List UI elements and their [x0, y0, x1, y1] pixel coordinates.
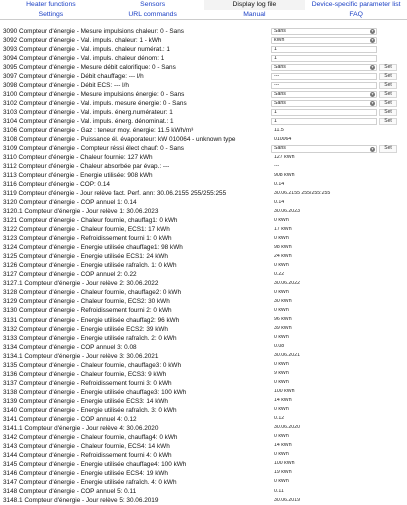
parameter-value [271, 316, 377, 324]
parameter-row [0, 72, 407, 81]
parameter-value-text: 30.06.2019 [274, 496, 300, 503]
parameter-input[interactable] [271, 82, 377, 90]
parameter-value [271, 136, 377, 144]
parameter-value-text: 9 kWh [274, 370, 289, 377]
parameter-value-text: 30.06.2023 [274, 208, 300, 215]
parameter-row [0, 270, 407, 279]
parameter-label: 3129 Compteur d'énergie - Chaleur fournie, ECS2: 30 kWh [3, 298, 170, 306]
parameter-value [271, 488, 377, 496]
parameter-control [271, 478, 407, 486]
nav-manual[interactable]: Manual [243, 10, 266, 18]
parameter-row [0, 45, 407, 54]
parameter-row [0, 153, 407, 162]
parameter-control [271, 37, 407, 45]
parameter-control [271, 325, 407, 333]
parameter-label: 3106 Compteur d'énergie - Gaz : teneur moy. énergie: 11.5 kWh/m³ [3, 127, 194, 135]
parameter-row [0, 297, 407, 306]
parameter-control [271, 73, 407, 81]
parameter-value [271, 397, 377, 405]
parameter-control [271, 307, 407, 315]
parameter-row [0, 306, 407, 315]
parameter-value-text: 0 kWh [274, 307, 289, 314]
parameter-value [271, 199, 377, 207]
parameter-control [271, 100, 407, 108]
parameter-value-text: 14 kWh [274, 397, 292, 404]
parameter-value-text: --- [274, 162, 280, 169]
parameter-value [271, 424, 377, 432]
parameter-control [271, 298, 407, 306]
parameter-value-text: 0 kWh [274, 478, 289, 485]
parameter-control [271, 451, 407, 459]
parameter-label: 3130 Compteur d'énergie - Refroidissement fourni 2: 0 kWh [3, 307, 172, 315]
parameter-value [271, 352, 377, 360]
parameter-value [271, 172, 377, 180]
parameter-label: 3142 Compteur d'énergie - Chaleur fournie, chauffag4: 0 kWh [3, 433, 178, 441]
parameter-value-text: 0.14 [274, 199, 285, 205]
parameter-value [271, 235, 377, 243]
parameter-control [271, 334, 407, 342]
parameter-control [271, 469, 407, 477]
parameter-control [271, 397, 407, 405]
parameter-value-text: Sans [274, 99, 286, 106]
parameter-label: 3113 Compteur d'énergie - Energie utilisée: 908 kWh [3, 172, 153, 180]
parameter-label: 3141.1 Compteur d'énergie - Jour relève 4: 30.06.2020 [3, 424, 159, 432]
parameter-value-text: 100 kWh [274, 388, 295, 395]
parameter-label: 3138 Compteur d'énergie - Energie utilisée chauffage3: 100 kWh [3, 388, 187, 396]
parameter-input[interactable] [271, 109, 377, 117]
parameter-control [271, 388, 407, 396]
parameter-value-text: 0 kWh [274, 262, 289, 269]
parameter-value-text: 30.06.2021 [274, 352, 300, 359]
parameter-value [271, 244, 377, 252]
parameter-label: 3112 Compteur d'énergie - Chaleur absorbée par évap.: --- [3, 163, 170, 171]
parameter-control [271, 343, 407, 351]
parameter-label: 3090 Compteur d'énergie - Mesure impulsions chaleur: 0 - Sans [3, 28, 184, 35]
parameter-value-text: 1 [274, 117, 277, 124]
parameter-control [271, 262, 407, 270]
parameter-label: 3102 Compteur d'énergie - Val. impuls. mesure énergie: 0 - Sans [3, 100, 187, 108]
parameter-control [271, 199, 407, 207]
parameter-row [0, 451, 407, 460]
parameter-row [0, 460, 407, 469]
parameter-row [0, 99, 407, 108]
parameter-label: 3144 Compteur d'énergie - Refroidissement fourni 4: 0 kWh [3, 451, 172, 459]
parameter-value [271, 262, 377, 270]
parameter-value-text: 14 kWh [274, 442, 292, 449]
parameter-value-text: 0 kWh [274, 451, 289, 458]
parameter-row [0, 361, 407, 370]
parameter-label: 3119 Compteur d'énergie - Jour relève fact. Perf. ann: 30.06.2155 255/255:255 [3, 190, 227, 198]
parameter-row [0, 379, 407, 388]
parameter-value [271, 217, 377, 225]
parameter-value [271, 190, 377, 198]
parameter-row [0, 225, 407, 234]
parameter-control [271, 91, 407, 99]
parameter-row [0, 469, 407, 478]
parameter-row [0, 234, 407, 243]
chevron-down-icon: ▾ [371, 101, 374, 106]
parameter-value [271, 289, 377, 297]
parameter-value-text: 0.22 [274, 271, 285, 278]
parameter-value [271, 271, 377, 279]
set-button[interactable]: Set [379, 64, 397, 72]
parameter-value [271, 469, 377, 477]
parameter-value-text: 1 [274, 54, 277, 61]
parameter-control [271, 488, 407, 496]
parameter-value-text: Sans [274, 90, 286, 97]
parameter-control [271, 46, 407, 54]
parameter-control [271, 406, 407, 414]
set-button[interactable]: Set [379, 91, 397, 99]
parameter-value [271, 379, 377, 387]
parameter-label: 3145 Compteur d'énergie - Energie utilisée chauffage4: 100 kWh [3, 460, 187, 468]
set-button[interactable]: Set [379, 118, 397, 126]
parameter-control [271, 497, 407, 505]
parameter-row [0, 370, 407, 379]
parameter-value [271, 497, 377, 505]
parameter-row [0, 108, 407, 117]
parameter-value [271, 226, 377, 234]
parameter-label: 3110 Compteur d'énergie - Chaleur fournie: 127 kWh [3, 154, 153, 162]
parameter-row [0, 162, 407, 171]
parameter-value-text: 0 kWh [274, 379, 289, 386]
parameter-value [271, 280, 377, 288]
parameter-value [271, 298, 377, 306]
parameter-value-text: 1 [274, 108, 277, 115]
parameter-label: 3147 Compteur d'énergie - Energie utilisée rafraîch. 4: 0 kWh [3, 478, 177, 486]
parameter-label: 3140 Compteur d'énergie - Energie utilisée rafraîch. 3: 0 kWh [3, 406, 177, 414]
parameter-control [271, 235, 407, 243]
parameter-value [271, 325, 377, 333]
parameter-value-text: 24 kWh [274, 253, 292, 260]
parameter-label: 3131 Compteur d'énergie - Energie utilisée chauffag2: 96 kWh [3, 316, 180, 324]
nav-url-commands[interactable]: URL commands [128, 10, 177, 18]
parameter-label: 3100 Compteur d'énergie - Mesure impulsions énergie: 0 - Sans [3, 91, 185, 99]
parameter-label: 3133 Compteur d'énergie - Energie utilisée rafraîch. 2: 0 kWh [3, 334, 177, 342]
parameter-control [271, 442, 407, 450]
parameter-control [271, 145, 407, 153]
parameter-label: 3148 Compteur d'énergie - COP annuel 5: 0.11 [3, 487, 137, 495]
parameter-label: 3109 Compteur d'énergie - Compteur réssi élect chauf: 0 - Sans [3, 145, 184, 153]
parameter-value-text: 100 kWh [274, 460, 295, 467]
nav-display-log-file[interactable]: Display log file [204, 0, 306, 10]
parameter-value [271, 181, 377, 189]
parameter-row [0, 243, 407, 252]
parameter-label: 3141 Compteur d'énergie - COP annuel 4: 0.12 [3, 415, 137, 423]
parameter-row [0, 334, 407, 343]
parameter-label: 3120 Compteur d'énergie - COP annuel 1: 0.14 [3, 199, 137, 207]
parameter-label: 3126 Compteur d'énergie - Energie utilisée rafraîch. 1: 0 kWh [3, 262, 177, 270]
parameter-value [271, 415, 377, 423]
parameter-control [271, 361, 407, 369]
parameter-row [0, 442, 407, 451]
parameter-value [271, 334, 377, 342]
parameter-row [0, 316, 407, 325]
parameter-row [0, 144, 407, 153]
parameter-value [271, 370, 377, 378]
parameter-value-text: Sans [274, 27, 286, 34]
parameter-row [0, 487, 407, 496]
parameter-value-text: 98 kWh [274, 244, 292, 251]
parameter-control [271, 226, 407, 234]
parameter-control [271, 163, 407, 171]
parameter-label: 3148.1 Compteur d'énergie - Jour relève 5: 30.06.2019 [3, 496, 159, 504]
parameter-row [0, 325, 407, 334]
parameter-label: 3136 Compteur d'énergie - Chaleur fournie, ECS3: 9 kWh [3, 370, 167, 378]
set-button[interactable]: Set [379, 109, 397, 117]
parameter-control [271, 118, 407, 126]
parameter-select[interactable] [271, 64, 377, 72]
parameter-label: 3123 Compteur d'énergie - Refroidissement fourni 1: 0 kWh [3, 235, 172, 243]
parameter-row [0, 288, 407, 297]
parameter-row [0, 117, 407, 126]
chevron-down-icon: ▾ [371, 38, 374, 43]
parameter-value-text: 11.5 [274, 126, 284, 133]
parameter-value-text: 30.06.2020 [274, 424, 300, 431]
parameter-control [271, 370, 407, 378]
nav-sensors[interactable]: Sensors [140, 1, 166, 8]
parameter-label: 3097 Compteur d'énergie - Débit chauffage: --- l/h [3, 73, 144, 81]
parameter-value-text: 19 kWh [274, 469, 292, 476]
parameter-control [271, 136, 407, 144]
parameter-control [271, 424, 407, 432]
parameter-value [271, 433, 377, 441]
parameter-row [0, 198, 407, 207]
parameter-label: 3143 Compteur d'énergie - Chaleur fournie, ECS4: 14 kWh [3, 442, 170, 450]
parameter-value-text: kWh [274, 36, 285, 43]
parameter-row [0, 171, 407, 180]
parameter-row [0, 81, 407, 90]
parameter-value [271, 163, 377, 171]
parameter-value-text: 0 kWh [274, 406, 289, 413]
set-button[interactable]: Set [379, 73, 397, 81]
parameter-label: 3146 Compteur d'énergie - Energie utilisée ECS4: 19 kWh [3, 469, 168, 477]
chevron-down-icon: ▾ [371, 65, 374, 70]
set-button[interactable]: Set [379, 145, 397, 153]
parameter-select[interactable] [271, 145, 377, 153]
parameter-value [271, 343, 377, 351]
parameter-control [271, 55, 407, 63]
parameter-select[interactable] [271, 91, 377, 99]
parameter-value [271, 361, 377, 369]
parameter-input[interactable] [271, 73, 377, 81]
parameter-row [0, 180, 407, 189]
parameter-row [0, 343, 407, 352]
parameter-row [0, 207, 407, 216]
parameter-label: 3128 Compteur d'énergie - Chaleur fournie, chauffage2: 0 kWh [3, 289, 182, 297]
parameter-value [271, 208, 377, 216]
parameter-value-text: --- [274, 81, 280, 88]
parameter-control [271, 289, 407, 297]
parameter-row [0, 126, 407, 135]
parameter-row [0, 415, 407, 424]
parameter-value-text: 30 kWh [274, 298, 292, 305]
parameter-row [0, 406, 407, 415]
parameter-value [271, 451, 377, 459]
parameter-label: 3120.1 Compteur d'énergie - Jour relève 1: 30.06.2023 [3, 208, 159, 216]
parameter-row [0, 36, 407, 45]
parameter-label: 3137 Compteur d'énergie - Refroidissement fourni 3: 0 kWh [3, 379, 172, 387]
parameter-value [271, 460, 377, 468]
parameter-control [271, 217, 407, 225]
parameter-value [271, 154, 377, 162]
parameter-select[interactable] [271, 37, 377, 45]
parameter-value-text: 17 kWh [274, 226, 292, 233]
parameter-label: 3135 Compteur d'énergie - Chaleur fournie, chauffage3: 0 kWh [3, 361, 182, 369]
parameter-value-text: 0 kWh [274, 334, 289, 341]
parameter-value-text: 1 [274, 45, 277, 52]
parameter-row [0, 90, 407, 99]
parameter-control [271, 154, 407, 162]
parameter-control [271, 316, 407, 324]
parameter-row [0, 27, 407, 36]
parameter-select[interactable] [271, 28, 377, 36]
parameter-control [271, 244, 407, 252]
parameter-value-text: 0.11 [274, 487, 284, 494]
parameter-control [271, 271, 407, 279]
parameter-label: 3122 Compteur d'énergie - Chaleur fournie, ECS1: 17 kWh [3, 226, 170, 234]
parameter-control [271, 190, 407, 198]
set-button[interactable]: Set [379, 82, 397, 90]
parameter-row [0, 496, 407, 505]
parameter-label: 3139 Compteur d'énergie - Energie utilisée ECS3: 14 kWh [3, 397, 168, 405]
parameter-label: 3093 Compteur d'énergie - Val. impuls. chaleur numérat.: 1 [3, 46, 170, 54]
parameter-control [271, 28, 407, 36]
parameter-list [0, 20, 407, 505]
parameter-label: 3127 Compteur d'énergie - COP annuel 2: 0.22 [3, 271, 137, 279]
parameter-label: 3103 Compteur d'énergie - Val. impuls. énerg.numérateur: 1 [3, 109, 173, 117]
parameter-value-text: 0 kWh [274, 433, 289, 440]
parameter-row [0, 252, 407, 261]
parameter-label: 3125 Compteur d'énergie - Energie utilisée ECS1: 24 kWh [3, 253, 168, 261]
parameter-input[interactable] [271, 55, 377, 63]
parameter-control [271, 460, 407, 468]
parameter-value-text: --- [274, 72, 280, 79]
parameter-value-text: Sans [274, 144, 286, 151]
parameter-control [271, 109, 407, 117]
parameter-value [271, 388, 377, 396]
parameter-row [0, 189, 407, 198]
parameter-select[interactable] [271, 100, 377, 108]
chevron-down-icon: ▾ [371, 92, 374, 97]
parameter-row [0, 388, 407, 397]
parameter-control [271, 82, 407, 90]
parameter-value-text: 0.14 [274, 180, 285, 187]
parameter-row [0, 135, 407, 144]
parameter-control [271, 433, 407, 441]
parameter-row [0, 433, 407, 442]
parameter-control [271, 352, 407, 360]
parameter-control [271, 64, 407, 72]
parameter-control [271, 208, 407, 216]
parameter-label: 3094 Compteur d'énergie - Val. impuls. chaleur dénom: 1 [3, 55, 165, 63]
parameter-label: 3124 Compteur d'énergie - Energie utilisée chauffage1: 98 kWh [3, 244, 183, 252]
chevron-down-icon: ▾ [371, 146, 374, 151]
parameter-value [271, 442, 377, 450]
parameter-row [0, 424, 407, 433]
parameter-value [271, 127, 377, 135]
parameter-label: 3121 Compteur d'énergie - Chaleur fournie, chauffag1: 0 kWh [3, 217, 178, 225]
parameter-value [271, 478, 377, 486]
parameter-value [271, 406, 377, 414]
parameter-value-text: Sans [274, 63, 286, 70]
parameter-value-text: 0 kWh [274, 289, 289, 296]
parameter-control [271, 415, 407, 423]
parameter-label: 3116 Compteur d'énergie - COP: 0.14 [3, 181, 110, 189]
parameter-value-text: 39 kWh [274, 325, 292, 332]
parameter-value-text: 30.06.2155 255/255:255 [274, 189, 331, 196]
parameter-label: 3108 Compteur d'énergie - Puissance él. évaporateur: kW 010064 - unknown type [3, 136, 236, 144]
nav-row-2 [0, 10, 407, 20]
parameter-row [0, 261, 407, 270]
nav-row-1 [0, 0, 407, 10]
parameter-value-text: 0 kWh [274, 361, 289, 368]
parameter-value [271, 307, 377, 315]
parameter-value-text: 127 kWh [274, 153, 295, 160]
parameter-value-text: 0.08 [274, 343, 285, 350]
parameter-control [271, 172, 407, 180]
parameter-label: 3132 Compteur d'énergie - Energie utilisée ECS2: 39 kWh [3, 325, 168, 333]
parameter-control [271, 379, 407, 387]
parameter-value-text: 0 kWh [274, 217, 289, 224]
parameter-label: 3092 Compteur d'énergie - Val. impuls. chaleur: 1 - kWh [3, 37, 162, 45]
parameter-value-text: 0.12 [274, 415, 285, 422]
parameter-row [0, 63, 407, 72]
nav-device-parameter-list[interactable]: Device-specific parameter list [311, 1, 401, 8]
parameter-label: 3127.1 Compteur d'énergie - Jour relève 2: 30.06.2022 [3, 280, 159, 288]
top-navigation [0, 0, 407, 20]
set-button[interactable]: Set [379, 100, 397, 108]
parameter-control [271, 127, 407, 135]
nav-faq[interactable]: FAQ [349, 10, 363, 18]
parameter-row [0, 397, 407, 406]
chevron-down-icon: ▾ [371, 29, 374, 34]
parameter-label: 3098 Compteur d'énergie - Débit ECS: --- l/h [3, 82, 129, 90]
parameter-value-text: 010064 [274, 135, 292, 142]
parameter-control [271, 253, 407, 261]
parameter-label: 3104 Compteur d'énergie - Val. impuls. énerg. dénominat.: 1 [3, 118, 174, 126]
parameter-row [0, 54, 407, 63]
parameter-value-text: 30.06.2022 [274, 280, 300, 287]
parameter-value [271, 253, 377, 261]
parameter-control [271, 181, 407, 189]
parameter-input[interactable] [271, 118, 377, 126]
parameter-value-text: 0 kWh [274, 235, 289, 242]
parameter-control [271, 280, 407, 288]
parameter-row [0, 478, 407, 487]
parameter-value-text: 908 kWh [274, 171, 295, 178]
parameter-value-text: 96 kWh [274, 316, 292, 323]
nav-settings[interactable]: Settings [38, 10, 64, 18]
parameter-label: 3095 Compteur d'énergie - Mesure débit calorifique: 0 - Sans [3, 64, 176, 72]
parameter-label: 3134 Compteur d'énergie - COP annuel 3: 0.08 [3, 343, 137, 351]
nav-heater-functions[interactable]: Heater functions [26, 1, 76, 8]
parameter-input[interactable] [271, 46, 377, 54]
parameter-row [0, 216, 407, 225]
parameter-row [0, 352, 407, 361]
parameter-label: 3134.1 Compteur d'énergie - Jour relève 3: 30.06.2021 [3, 352, 159, 360]
parameter-row [0, 279, 407, 288]
